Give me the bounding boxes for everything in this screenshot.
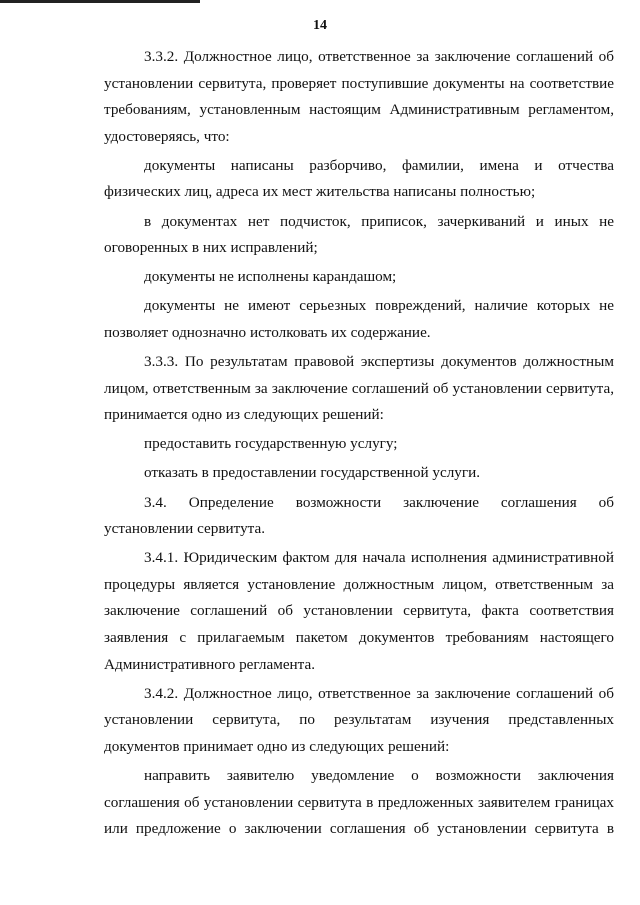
- paragraph-3-4: 3.4. Определение возможности заключение соглашения об установлении сервитута.: [104, 493, 614, 538]
- paragraph-3-3-3: 3.3.3. По результатам правовой экспертизы документов должностным лицом, ответственным за заключение соглашений об установлении сервитута, принимается одно из следующих решений:: [104, 353, 614, 424]
- paragraph-refuse: отказать в предоставлении государственной услуги.: [144, 464, 481, 482]
- paragraph-no-damage: документы не имеют серьезных повреждений, наличие которых не позволяет однозначно истолковать их содержание.: [104, 297, 614, 341]
- scan-edge-line: [0, 0, 200, 3]
- paragraph-direct: направить заявителю уведомление о возможности заключения соглашения об установлении сервитута в предложенных заявителем границах или предложение о заключении соглашения об установлении сервитута в: [104, 766, 614, 838]
- document-body: [104, 44, 614, 845]
- paragraph-legible: документы написаны разборчиво, фамилии, имена и отчества физических лиц, адреса их мест жительства написаны полностью;: [104, 156, 614, 201]
- paragraph-3-4-1: 3.4.1. Юридическим фактом для начала исполнения административной процедуры является установление должностным лицом, ответственным за заключение соглашений об установлении сервитута, факта соответствия заявления с прилагаемым пакетом документов требованиям настоящего Административного регламента.: [104, 549, 614, 673]
- paragraph-no-pencil: документы не исполнены карандашом;: [144, 268, 397, 286]
- paragraph-no-erasures: в документах нет подчисток, приписок, зачеркиваний и иных не оговоренных в них исправлений;: [104, 212, 614, 257]
- page-number: 14: [313, 18, 327, 33]
- paragraph-3-4-2: 3.4.2. Должностное лицо, ответственное за заключение соглашений об установлении сервитута, по результатам изучения представленных документов принимает одно из следующих решений:: [104, 684, 614, 755]
- paragraph-3-3-2: 3.3.2. Должностное лицо, ответственное за заключение соглашений об установлении сервитута, проверяет поступившие документы на соответствие требованиям, установленным настоящим Административным регламентом, удостоверяясь, что:: [104, 48, 614, 145]
- paragraph-provide: предоставить государственную услугу;: [144, 435, 398, 453]
